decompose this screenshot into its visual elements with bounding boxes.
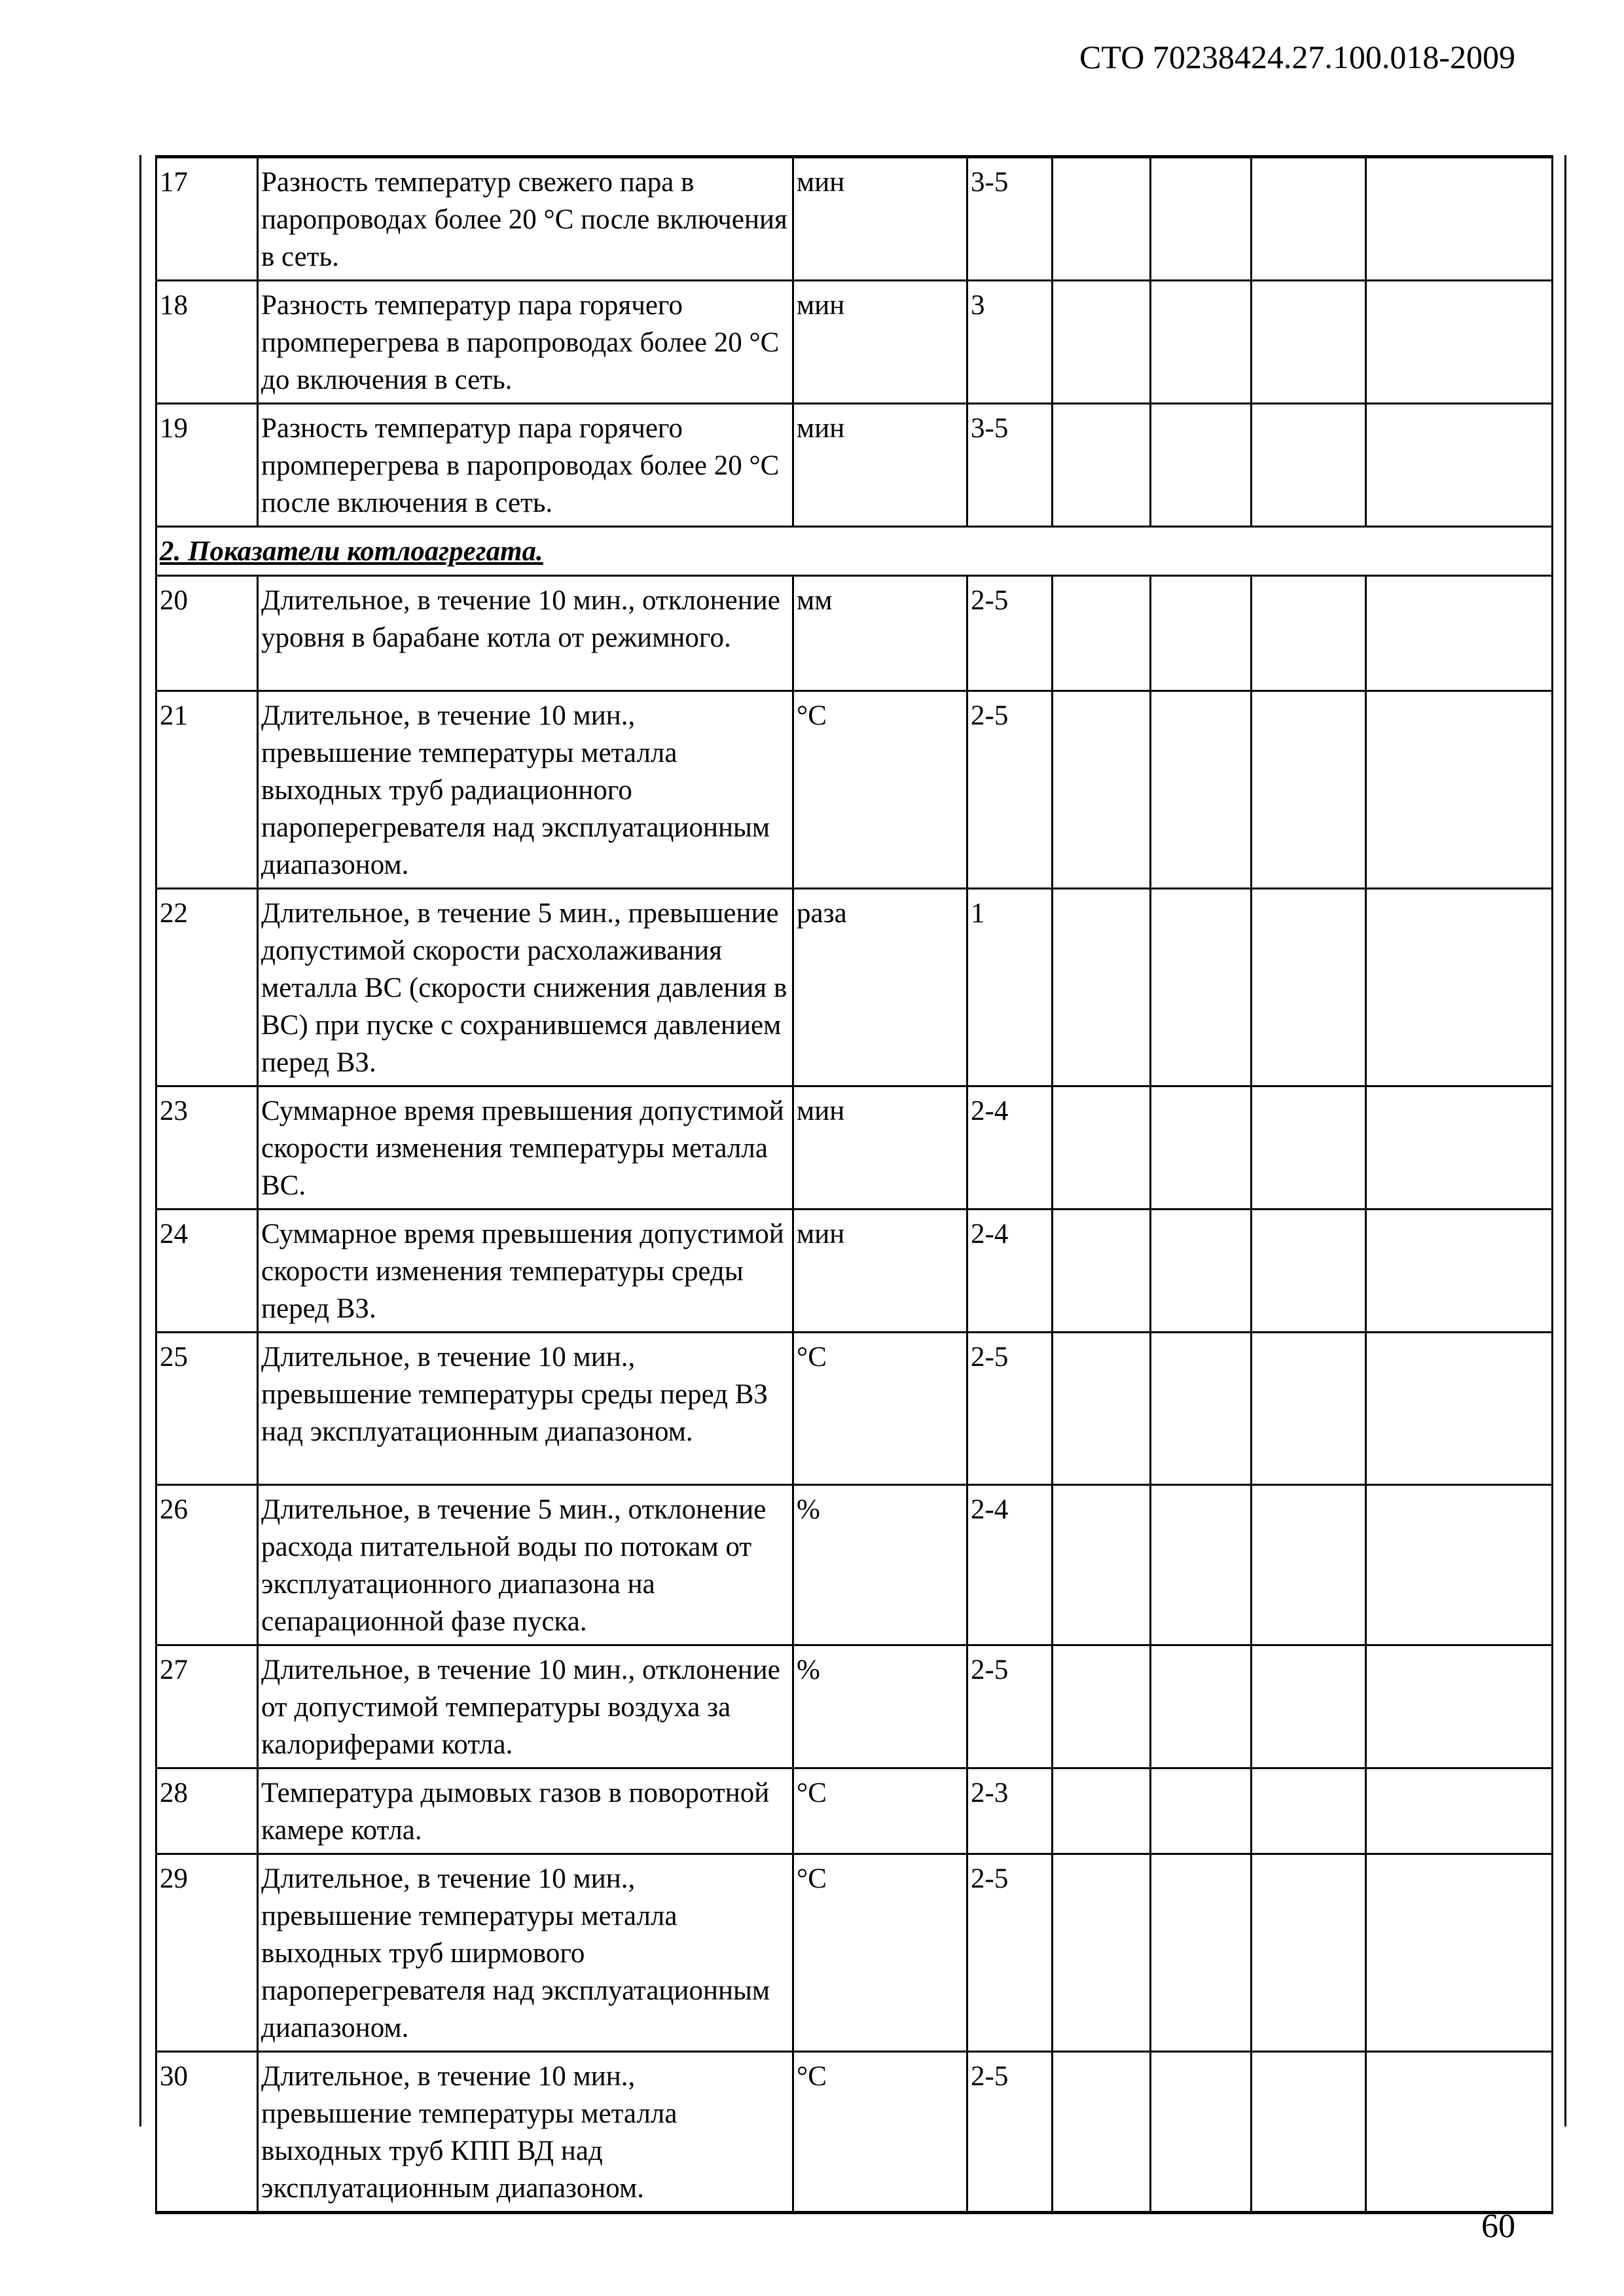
empty-cell [1252,889,1366,1086]
empty-cell [1053,691,1151,889]
row-number: 19 [156,404,258,527]
empty-cell [1366,889,1553,1086]
row-number: 30 [156,2052,258,2213]
empty-cell [1053,1333,1151,1485]
row-number: 29 [156,1854,258,2052]
row-unit: °С [793,2052,967,2213]
empty-cell [1252,691,1366,889]
row-unit: % [793,1645,967,1768]
empty-cell [1151,1333,1252,1485]
empty-cell [1053,889,1151,1086]
row-unit: мин [793,157,967,281]
empty-cell [1366,1086,1553,1210]
row-number: 27 [156,1645,258,1768]
row-number: 22 [156,889,258,1086]
row-number: 17 [156,157,258,281]
row-unit: °С [793,1768,967,1854]
row-value: 2-5 [967,2052,1053,2213]
empty-cell [1053,404,1151,527]
row-unit: мм [793,576,967,691]
row-number: 26 [156,1485,258,1645]
row-number: 28 [156,1768,258,1854]
row-unit: раза [793,889,967,1086]
row-description: Длительное, в течение 10 мин., превышение температуры металла выходных труб ширмового пароперегревателя над эксплуатационным диапазоном. [258,1854,793,2052]
table-row [156,1854,1553,2052]
row-unit: °С [793,1854,967,2052]
empty-cell [1252,1333,1366,1485]
empty-cell [1366,691,1553,889]
empty-cell [1053,1210,1151,1333]
table-row [156,2052,1553,2213]
row-unit: мин [793,404,967,527]
document-code-header: СТО 70238424.27.100.018-2009 [1079,39,1515,75]
empty-cell [1151,1086,1252,1210]
empty-cell [1151,1210,1252,1333]
row-unit: °С [793,691,967,889]
empty-cell [1151,1768,1252,1854]
empty-cell [1366,281,1553,404]
table-row [156,1645,1553,1768]
empty-cell [1053,1645,1151,1768]
row-number: 25 [156,1333,258,1485]
table-row [156,157,1553,281]
empty-cell [1252,1485,1366,1645]
empty-cell [1252,1645,1366,1768]
empty-cell [1366,404,1553,527]
row-value: 2-3 [967,1768,1053,1854]
row-description: Длительное, в течение 10 мин., превышение температуры металла выходных труб КПП ВД над эксплуатационным диапазоном. [258,2052,793,2213]
empty-cell [1252,576,1366,691]
row-number: 23 [156,1086,258,1210]
empty-cell [1151,2052,1252,2213]
empty-cell [1366,1645,1553,1768]
row-unit: °С [793,1333,967,1485]
table-row [156,404,1553,527]
row-value: 3-5 [967,404,1053,527]
empty-cell [1252,1854,1366,2052]
indicators-table [155,155,1553,2214]
table-row [156,1485,1553,1645]
row-description: Длительное, в течение 10 мин., отклонение уровня в барабане котла от режимного. [258,576,793,691]
row-value: 1 [967,889,1053,1086]
table-row [156,281,1553,404]
row-description: Суммарное время превышения допустимой скорости изменения температуры среды перед ВЗ. [258,1210,793,1333]
empty-cell [1366,1768,1553,1854]
row-description: Разность температур свежего пара в паропроводах более 20 °С после включения в сеть. [258,157,793,281]
table-row [156,576,1553,691]
empty-cell [1053,157,1151,281]
empty-cell [1151,889,1252,1086]
table-row [156,691,1553,889]
row-unit: мин [793,1210,967,1333]
empty-cell [1252,1210,1366,1333]
section-title: 2. Показатели котлоагрегата. [156,527,1553,576]
empty-cell [1366,1333,1553,1485]
row-description: Разность температур пара горячего промперегрева в паропроводах более 20 °С после включения в сеть. [258,404,793,527]
empty-cell [1252,1086,1366,1210]
empty-cell [1252,281,1366,404]
table-row [156,1086,1553,1210]
row-value: 2-4 [967,1086,1053,1210]
row-unit: мин [793,1086,967,1210]
row-value: 2-5 [967,1333,1053,1485]
empty-cell [1366,576,1553,691]
row-description: Длительное, в течение 5 мин., превышение допустимой скорости расхолаживания металла ВС (скорости снижения давления в ВС) при пуске с сохранившемся давлением перед ВЗ. [258,889,793,1086]
row-value: 3-5 [967,157,1053,281]
row-value: 2-5 [967,576,1053,691]
empty-cell [1366,157,1553,281]
row-number: 24 [156,1210,258,1333]
empty-cell [1151,1485,1252,1645]
row-description: Длительное, в течение 10 мин., превышение температуры металла выходных труб радиационного пароперегревателя над эксплуатационным диапазоном. [258,691,793,889]
empty-cell [1252,2052,1366,2213]
empty-cell [1366,2052,1553,2213]
row-number: 21 [156,691,258,889]
row-value: 2-5 [967,1645,1053,1768]
row-number: 18 [156,281,258,404]
empty-cell [1252,157,1366,281]
table-row [156,1333,1553,1485]
empty-cell [1151,691,1252,889]
row-description: Суммарное время превышения допустимой скорости изменения температуры металла ВС. [258,1086,793,1210]
row-number: 20 [156,576,258,691]
empty-cell [1053,1854,1151,2052]
empty-cell [1053,1485,1151,1645]
page-number: 60 [1481,2208,1515,2245]
empty-cell [1366,1854,1553,2052]
empty-cell [1053,2052,1151,2213]
row-value: 3 [967,281,1053,404]
empty-cell [1151,404,1252,527]
empty-cell [1053,576,1151,691]
row-description: Длительное, в течение 10 мин., отклонение от допустимой температуры воздуха за калориферами котла. [258,1645,793,1768]
row-unit: % [793,1485,967,1645]
row-unit: мин [793,281,967,404]
empty-cell [1252,404,1366,527]
empty-cell [1366,1210,1553,1333]
row-description: Длительное, в течение 10 мин., превышение температуры среды перед ВЗ над эксплуатационным диапазоном. [258,1333,793,1485]
empty-cell [1151,576,1252,691]
row-value: 2-5 [967,1854,1053,2052]
empty-cell [1151,281,1252,404]
row-value: 2-4 [967,1485,1053,1645]
row-value: 2-5 [967,691,1053,889]
empty-cell [1151,157,1252,281]
row-value: 2-4 [967,1210,1053,1333]
table-row [156,889,1553,1086]
empty-cell [1151,1645,1252,1768]
empty-cell [1151,1854,1252,2052]
empty-cell [1252,1768,1366,1854]
table-row [156,1768,1553,1854]
row-description: Температура дымовых газов в поворотной камере котла. [258,1768,793,1854]
empty-cell [1366,1485,1553,1645]
table-row [156,1210,1553,1333]
row-description: Разность температур пара горячего промперегрева в паропроводах более 20 °С до включения в сеть. [258,281,793,404]
row-description: Длительное, в течение 5 мин., отклонение расхода питательной воды по потокам от эксплуатационного диапазона на сепарационной фазе пуска. [258,1485,793,1645]
empty-cell [1053,1086,1151,1210]
section-row [156,527,1553,576]
empty-cell [1053,281,1151,404]
empty-cell [1053,1768,1151,1854]
